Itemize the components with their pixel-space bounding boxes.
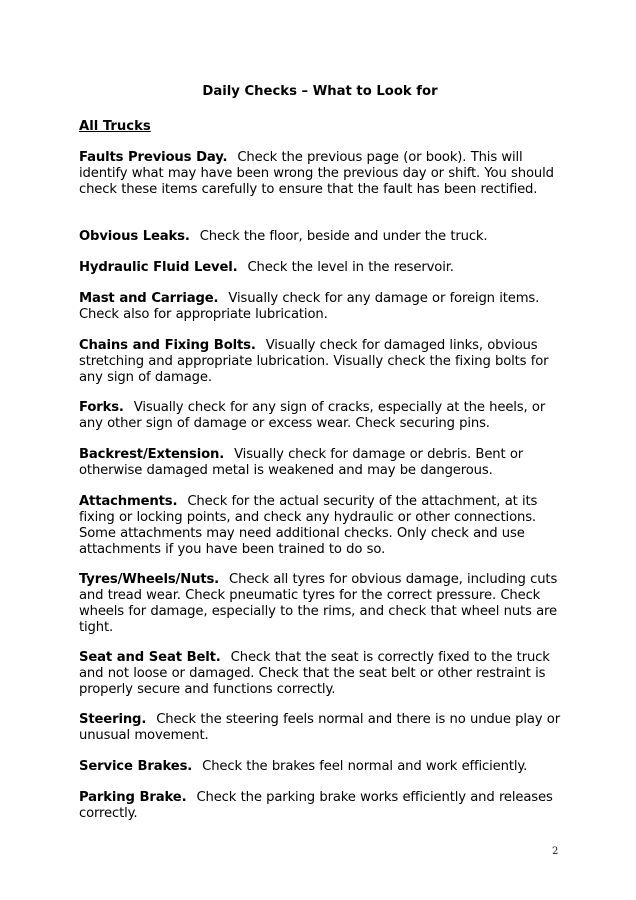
check-item-text: Check the level in the reservoir. [247, 260, 454, 275]
check-item-mast-and-carriage [79, 291, 561, 323]
check-item-text: Visually check for damaged links, obvious stretching and appropriate lubrication. Visually check the fixing bolts for any sign of damage. [79, 338, 549, 385]
check-item-text: Check the steering feels normal and there is no undue play or unusual movement. [79, 712, 560, 743]
check-item-forks [79, 400, 561, 432]
check-item-seat-and-seat-belt [79, 650, 561, 698]
check-item-term: Tyres/Wheels/Nuts. [79, 572, 220, 587]
check-item-text: Visually check for any sign of cracks, especially at the heels, or any other sign of damage or excess wear. Check securing pins. [79, 400, 546, 431]
check-item-attachments [79, 494, 561, 558]
check-item-backrest-extension [79, 447, 561, 479]
check-item-text: Check the previous page (or book). This will identify what may have been wrong the previous day or shift. You should check these items carefully to ensure that the fault has been rectified. [79, 150, 554, 197]
check-item-term: Forks. [79, 400, 124, 415]
check-item-text: Check all tyres for obvious damage, including cuts and tread wear. Check pneumatic tyres for the correct pressure. Check wheels for damage, especially to the rims, and check that wheel nuts are tight. [79, 572, 558, 635]
check-item-text: Check the brakes feel normal and work efficiently. [202, 759, 528, 774]
check-item-term: Hydraulic Fluid Level. [79, 260, 238, 275]
section-heading-all-trucks: All Trucks [79, 119, 151, 134]
check-item-term: Service Brakes. [79, 759, 193, 774]
check-item-text: Check the parking brake works efficiently and releases correctly. [79, 790, 553, 821]
check-item-term: Parking Brake. [79, 790, 187, 805]
check-item-term: Mast and Carriage. [79, 291, 219, 306]
check-item-term: Chains and Fixing Bolts. [79, 338, 256, 353]
check-item-faults-previous-day [79, 150, 561, 198]
check-item-tyres-wheels-nuts [79, 572, 561, 636]
check-item-text: Check that the seat is correctly fixed to the truck and not loose or damaged. Check that the seat belt or other restraint is properly secure and functions correctly. [79, 650, 550, 697]
check-item-term: Faults Previous Day. [79, 150, 228, 165]
check-item-term: Seat and Seat Belt. [79, 650, 221, 665]
check-item-parking-brake [79, 790, 561, 822]
page-title: Daily Checks – What to Look for [202, 84, 438, 99]
page-number: 2 [552, 846, 559, 857]
check-item-obvious-leaks [79, 229, 561, 245]
check-item-hydraulic-fluid-level [79, 260, 561, 276]
check-item-term: Steering. [79, 712, 147, 727]
check-item-text: Check for the actual security of the attachment, at its fixing or locking points, and check any hydraulic or other connections. Some attachments may need additional checks. Only check and use attachments if you have been trained to do so. [79, 494, 538, 557]
check-item-text: Visually check for damage or debris. Bent or otherwise damaged metal is weakened and may be dangerous. [79, 447, 524, 478]
check-item-service-brakes [79, 759, 561, 775]
check-item-steering [79, 712, 561, 744]
check-item-term: Attachments. [79, 494, 178, 509]
check-item-chains-and-fixing-bolts [79, 338, 561, 386]
check-item-text: Check the floor, beside and under the truck. [199, 229, 488, 244]
check-item-term: Backrest/Extension. [79, 447, 225, 462]
check-item-text: Visually check for any damage or foreign items. Check also for appropriate lubrication. [79, 291, 540, 322]
check-item-term: Obvious Leaks. [79, 229, 190, 244]
